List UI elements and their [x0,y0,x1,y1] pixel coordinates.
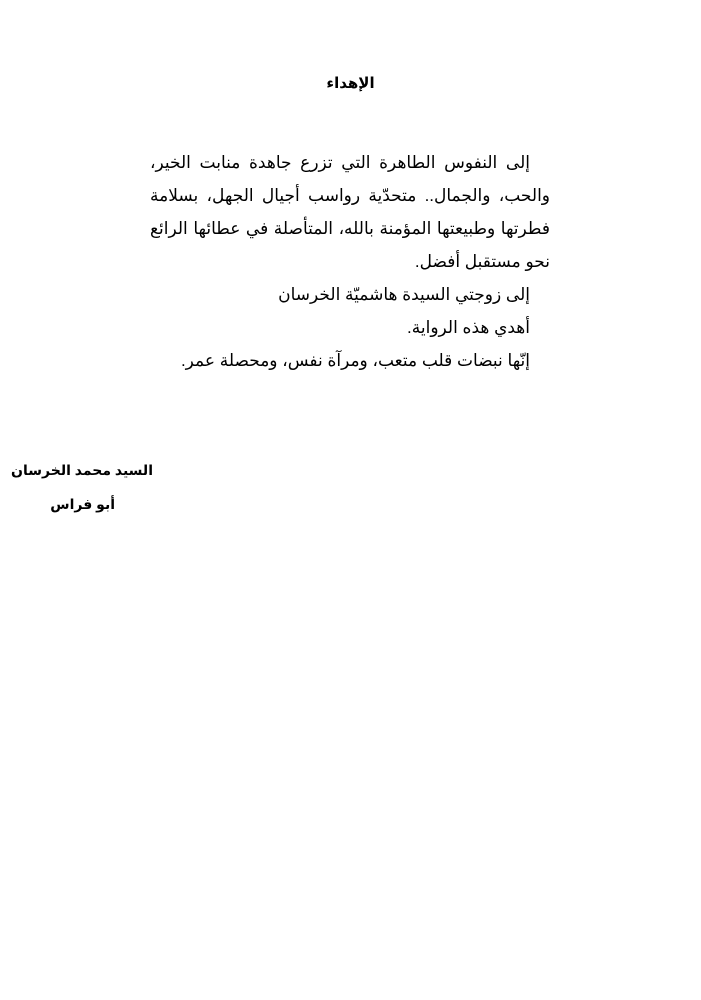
page-title: الإهداء [326,75,375,92]
dedication-body [150,146,550,377]
author-nickname: أبو فراس [50,496,115,512]
dedication-line-wife: إلى زوجتي السيدة هاشميّة الخرسان [278,285,530,304]
dedication-line-novel: أهدي هذه الرواية. [407,318,530,337]
signature-block [11,460,153,514]
dedication-line-heart: إنّها نبضات قلب متعب، ومرآة نفس، ومحصلة عمر. [180,351,530,370]
author-name: السيد محمد الخرسان [11,462,153,478]
dedication-paragraph: إلى النفوس الطاهرة التي تزرع جاهدة منابت الخير، والحب، والجمال.. متحدّية رواسب أجيال الجهل، بسلامة فطرتها وطبيعتها المؤمنة بالله، المتأصلة في عطائها الرائع نحو مستقبل أفضل. [150,153,550,271]
